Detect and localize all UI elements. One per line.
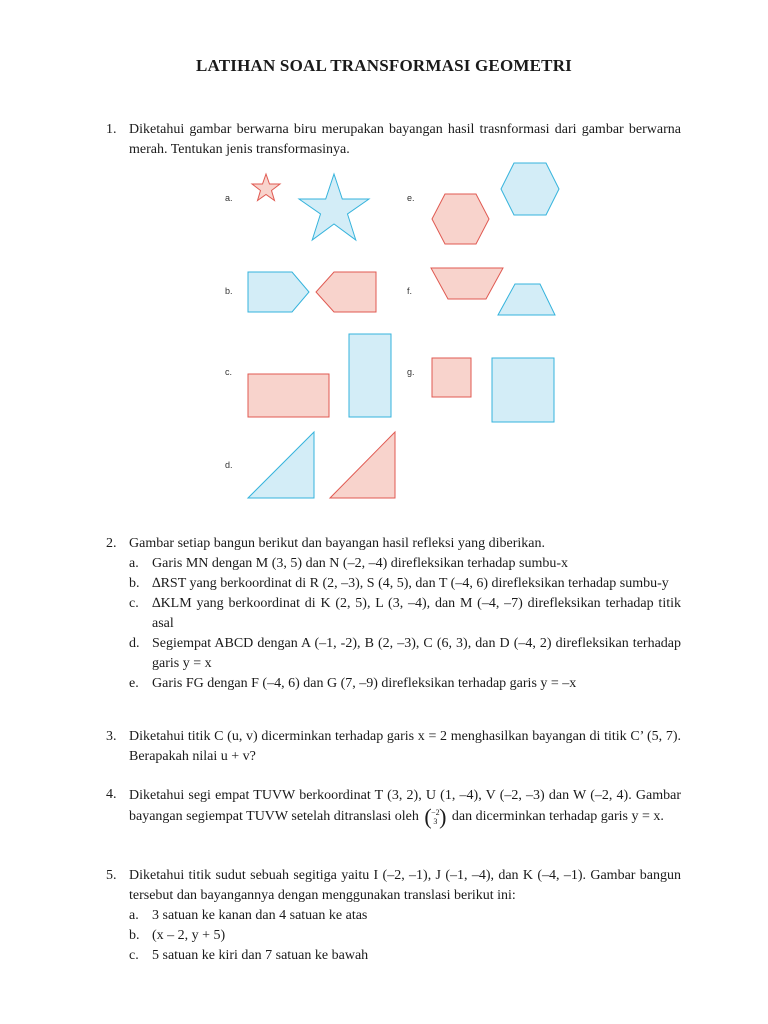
blue-square [492,358,554,422]
red-square [432,358,471,397]
figure-label-g: g. [407,367,415,377]
figure-b [248,272,376,312]
blue-star [299,174,369,240]
red-rectangle [248,374,329,417]
figure-label-a: a. [225,193,233,203]
sub-item: a. 3 satuan ke kanan dan 4 satuan ke atas [129,908,368,923]
red-pentagon [316,272,376,312]
blue-trapezoid [498,284,555,315]
figure-f [431,268,555,315]
question-number: 4. [106,787,117,802]
figure-e [432,163,559,244]
figure-label-f: f. [407,286,413,296]
red-trapezoid [431,268,503,299]
question-number: 5. [106,868,117,883]
sub-item: a. Garis MN dengan M (3, 5) dan N (–2, –4) direfleksikan terhadap sumbu-x [129,556,569,571]
figure-label-e: e. [407,193,415,203]
figure-label-b: b. [225,286,233,296]
figure-label-c: c. [225,367,233,377]
blue-pentagon [248,272,309,312]
question-3 [106,727,681,767]
page-title: LATIHAN SOAL TRANSFORMASI GEOMETRI [196,56,572,75]
sub-item: c. 5 satuan ke kiri dan 7 satuan ke bawah [129,948,369,963]
translation-vector: ( −2 3 ) [424,804,447,829]
question-text: Diketahui titik sudut sebuah segitiga yaitu I (–2, –1), J (–1, –4), dan K (–4, –1). Gambar bangun tersebut dan bayangannya dengan menggunakan translasi berikut ini: [129,868,681,903]
blue-hexagon [501,163,559,215]
red-triangle [330,432,395,498]
question-number: 2. [106,536,117,551]
figure-c [248,334,391,417]
question-2 [106,534,681,694]
question-4 [106,785,681,828]
sub-item: b. ∆RST yang berkoordinat di R (2, –3), S (4, 5), dan T (–4, 6) direfleksikan terhadap sumbu-y [129,576,669,591]
sub-item: e. Garis FG dengan F (–4, 6) dan G (7, –9) direfleksikan terhadap garis y = –x [129,676,577,691]
question-5 [106,866,681,966]
question-text: Diketahui gambar berwarna biru merupakan bayangan hasil trasnformasi dari gambar berwarna merah. Tentukan jenis transformasinya. [129,122,681,157]
blue-triangle [248,432,314,498]
red-hexagon [432,194,489,244]
question-number: 1. [106,122,117,137]
figure-d [248,432,395,498]
sub-item: d. Segiempat ABCD dengan A (–1, -2), B (2, –3), C (6, 3), dan D (–4, 2) direfleksikan terhadap garis y = x [129,636,681,671]
question-text: Diketahui segi empat TUVW berkoordinat T (3, 2), U (1, –4), V (–2, –3) dan W (–2, 4). Gambar bayangan segiempat TUVW setelah ditranslasi oleh ( −2 3 ) dan dicerminkan terhadap garis y = x. [129,788,681,829]
red-star [252,174,280,201]
question-number: 3. [106,729,117,744]
sub-item: b. (x – 2, y + 5) [129,928,226,943]
figure-g [432,358,554,422]
figure-a [252,174,369,240]
blue-rectangle [349,334,391,417]
question-text: Diketahui titik C (u, v) dicerminkan terhadap garis x = 2 menghasilkan bayangan di titik C’ (5, 7). Berapakah nilai u + v? [129,729,681,764]
sub-item: c. ∆KLM yang berkoordinat di K (2, 5), L (3, –4), dan M (–4, –7) direfleksikan terhadap titik asal [129,596,681,631]
figure-label-d: d. [225,460,233,470]
question-text: Gambar setiap bangun berikut dan bayangan hasil refleksi yang diberikan. [129,536,545,551]
